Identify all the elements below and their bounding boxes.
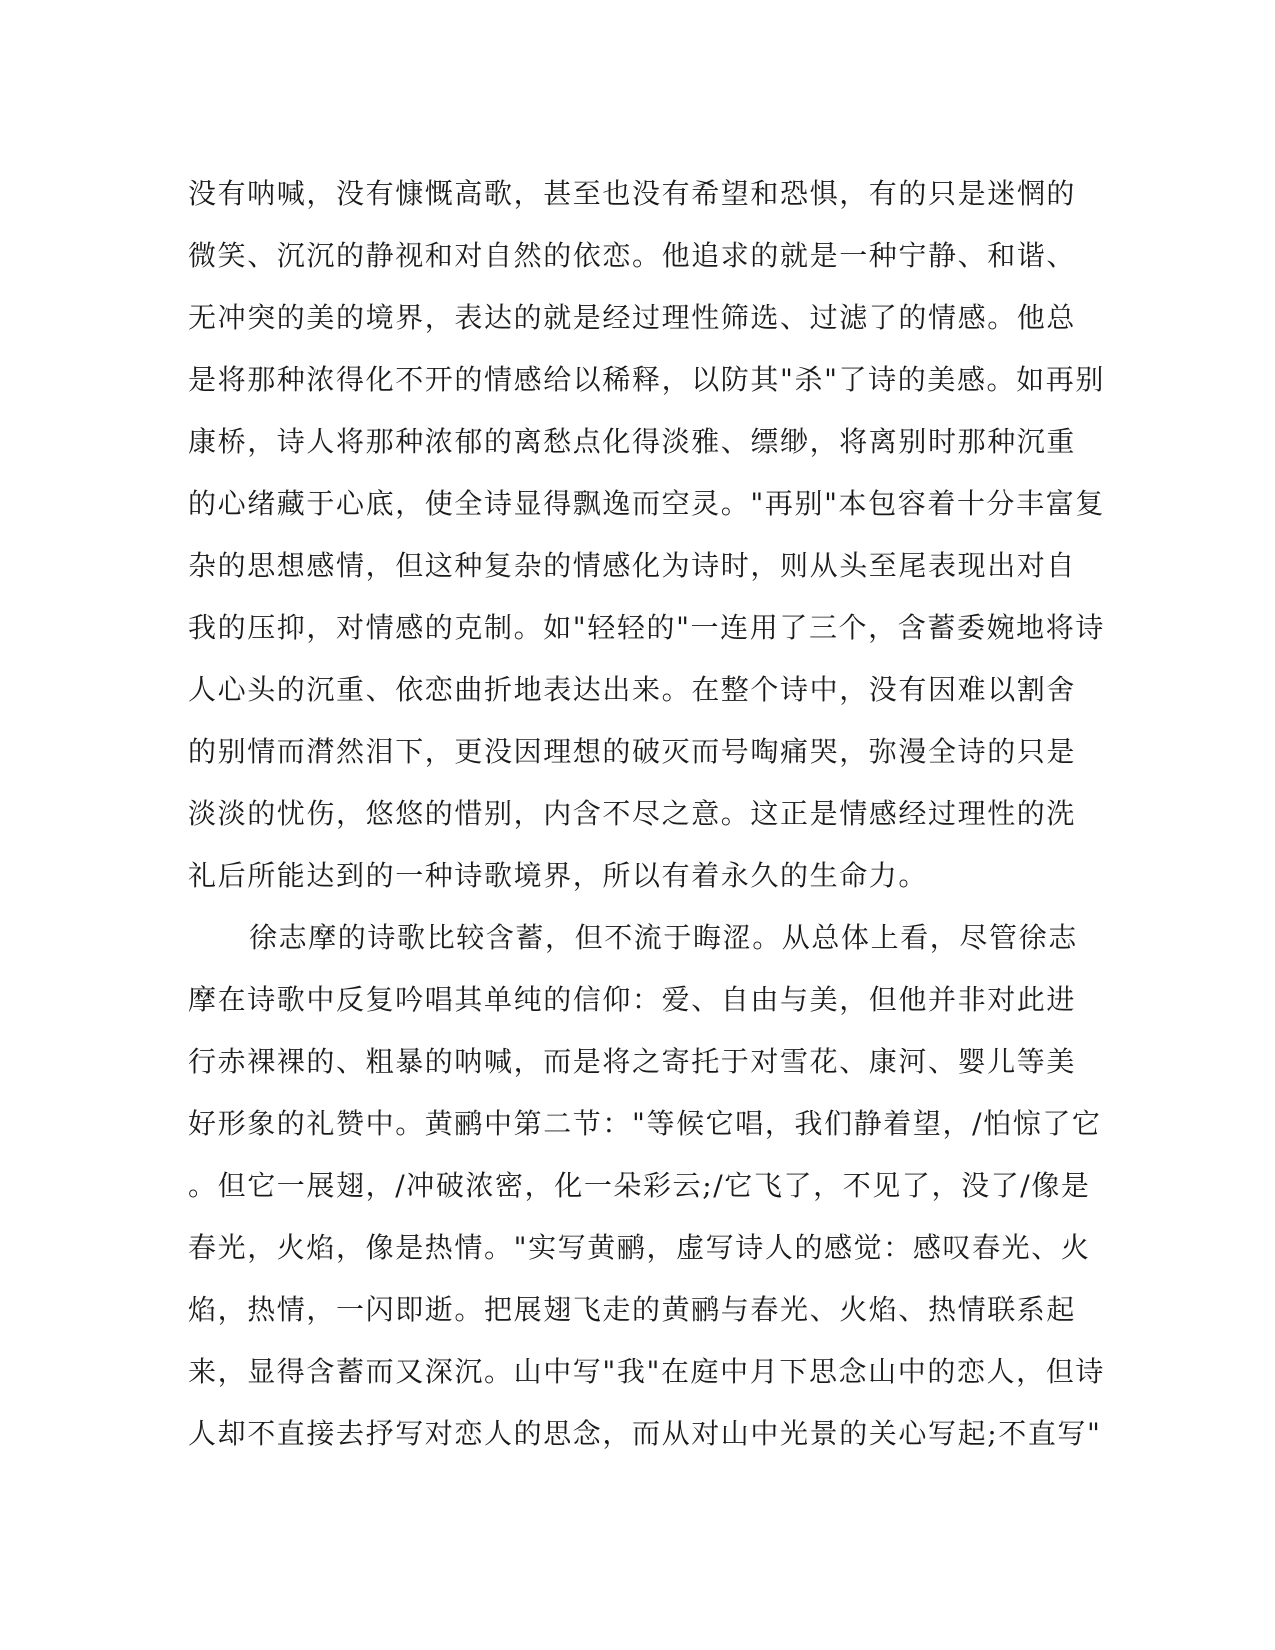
text-line: 的心绪藏于心底，使全诗显得飘逸而空灵。"再别"本包容着十分丰富复 [188,487,1105,520]
text-line: 没有呐喊，没有慷慨高歌，甚至也没有希望和恐惧，有的只是迷惘的 [188,177,1077,210]
paragraph-1 [188,163,1105,907]
text-line: 摩在诗歌中反复吟唱其单纯的信仰：爱、自由与美，但他并非对此进 [188,983,1077,1016]
text-line: 杂的思想感情，但这种复杂的情感化为诗时，则从头至尾表现出对自 [188,549,1077,582]
text-line: 礼后所能达到的一种诗歌境界，所以有着永久的生命力。 [188,859,929,892]
body-text [188,163,1105,1465]
text-line: 微笑、沉沉的静视和对自然的依恋。他追求的就是一种宁静、和谐、 [188,239,1077,272]
text-line: 好形象的礼赞中。黄鹂中第二节："等候它唱，我们静着望，/怕惊了它 [188,1107,1102,1140]
text-line: 人却不直接去抒写对恋人的思念，而从对山中光景的关心写起;不直写" [188,1417,1102,1450]
text-line: 无冲突的美的境界，表达的就是经过理性筛选、过滤了的情感。他总 [188,301,1077,334]
text-line: 是将那种浓得化不开的情感给以稀释，以防其"杀"了诗的美感。如再别 [188,363,1105,396]
text-line: 焰，热情，一闪即逝。把展翅飞走的黄鹂与春光、火焰、热情联系起 [188,1293,1077,1326]
text-line: 。但它一展翅，/冲破浓密，化一朵彩云;/它飞了，不见了，没了/像是 [188,1169,1091,1202]
paragraph-2 [188,907,1105,1465]
text-line: 人心头的沉重、依恋曲折地表达出来。在整个诗中，没有因难以割舍 [188,673,1077,706]
text-line-indented: 徐志摩的诗歌比较含蓄，但不流于晦涩。从总体上看，尽管徐志 [249,921,1078,954]
text-line: 的别情而潸然泪下，更没因理想的破灭而号啕痛哭，弥漫全诗的只是 [188,735,1077,768]
text-line: 我的压抑，对情感的克制。如"轻轻的"一连用了三个，含蓄委婉地将诗 [188,611,1105,644]
text-line: 康桥，诗人将那种浓郁的离愁点化得淡雅、缥缈，将离别时那种沉重 [188,425,1077,458]
text-line: 来，显得含蓄而又深沉。山中写"我"在庭中月下思念山中的恋人，但诗 [188,1355,1105,1388]
text-line: 行赤裸裸的、粗暴的呐喊，而是将之寄托于对雪花、康河、婴儿等美 [188,1045,1077,1078]
text-line: 淡淡的忧伤，悠悠的惜别，内含不尽之意。这正是情感经过理性的洗 [188,797,1077,830]
text-line: 春光，火焰，像是热情。"实写黄鹂，虚写诗人的感觉：感叹春光、火 [188,1231,1091,1264]
